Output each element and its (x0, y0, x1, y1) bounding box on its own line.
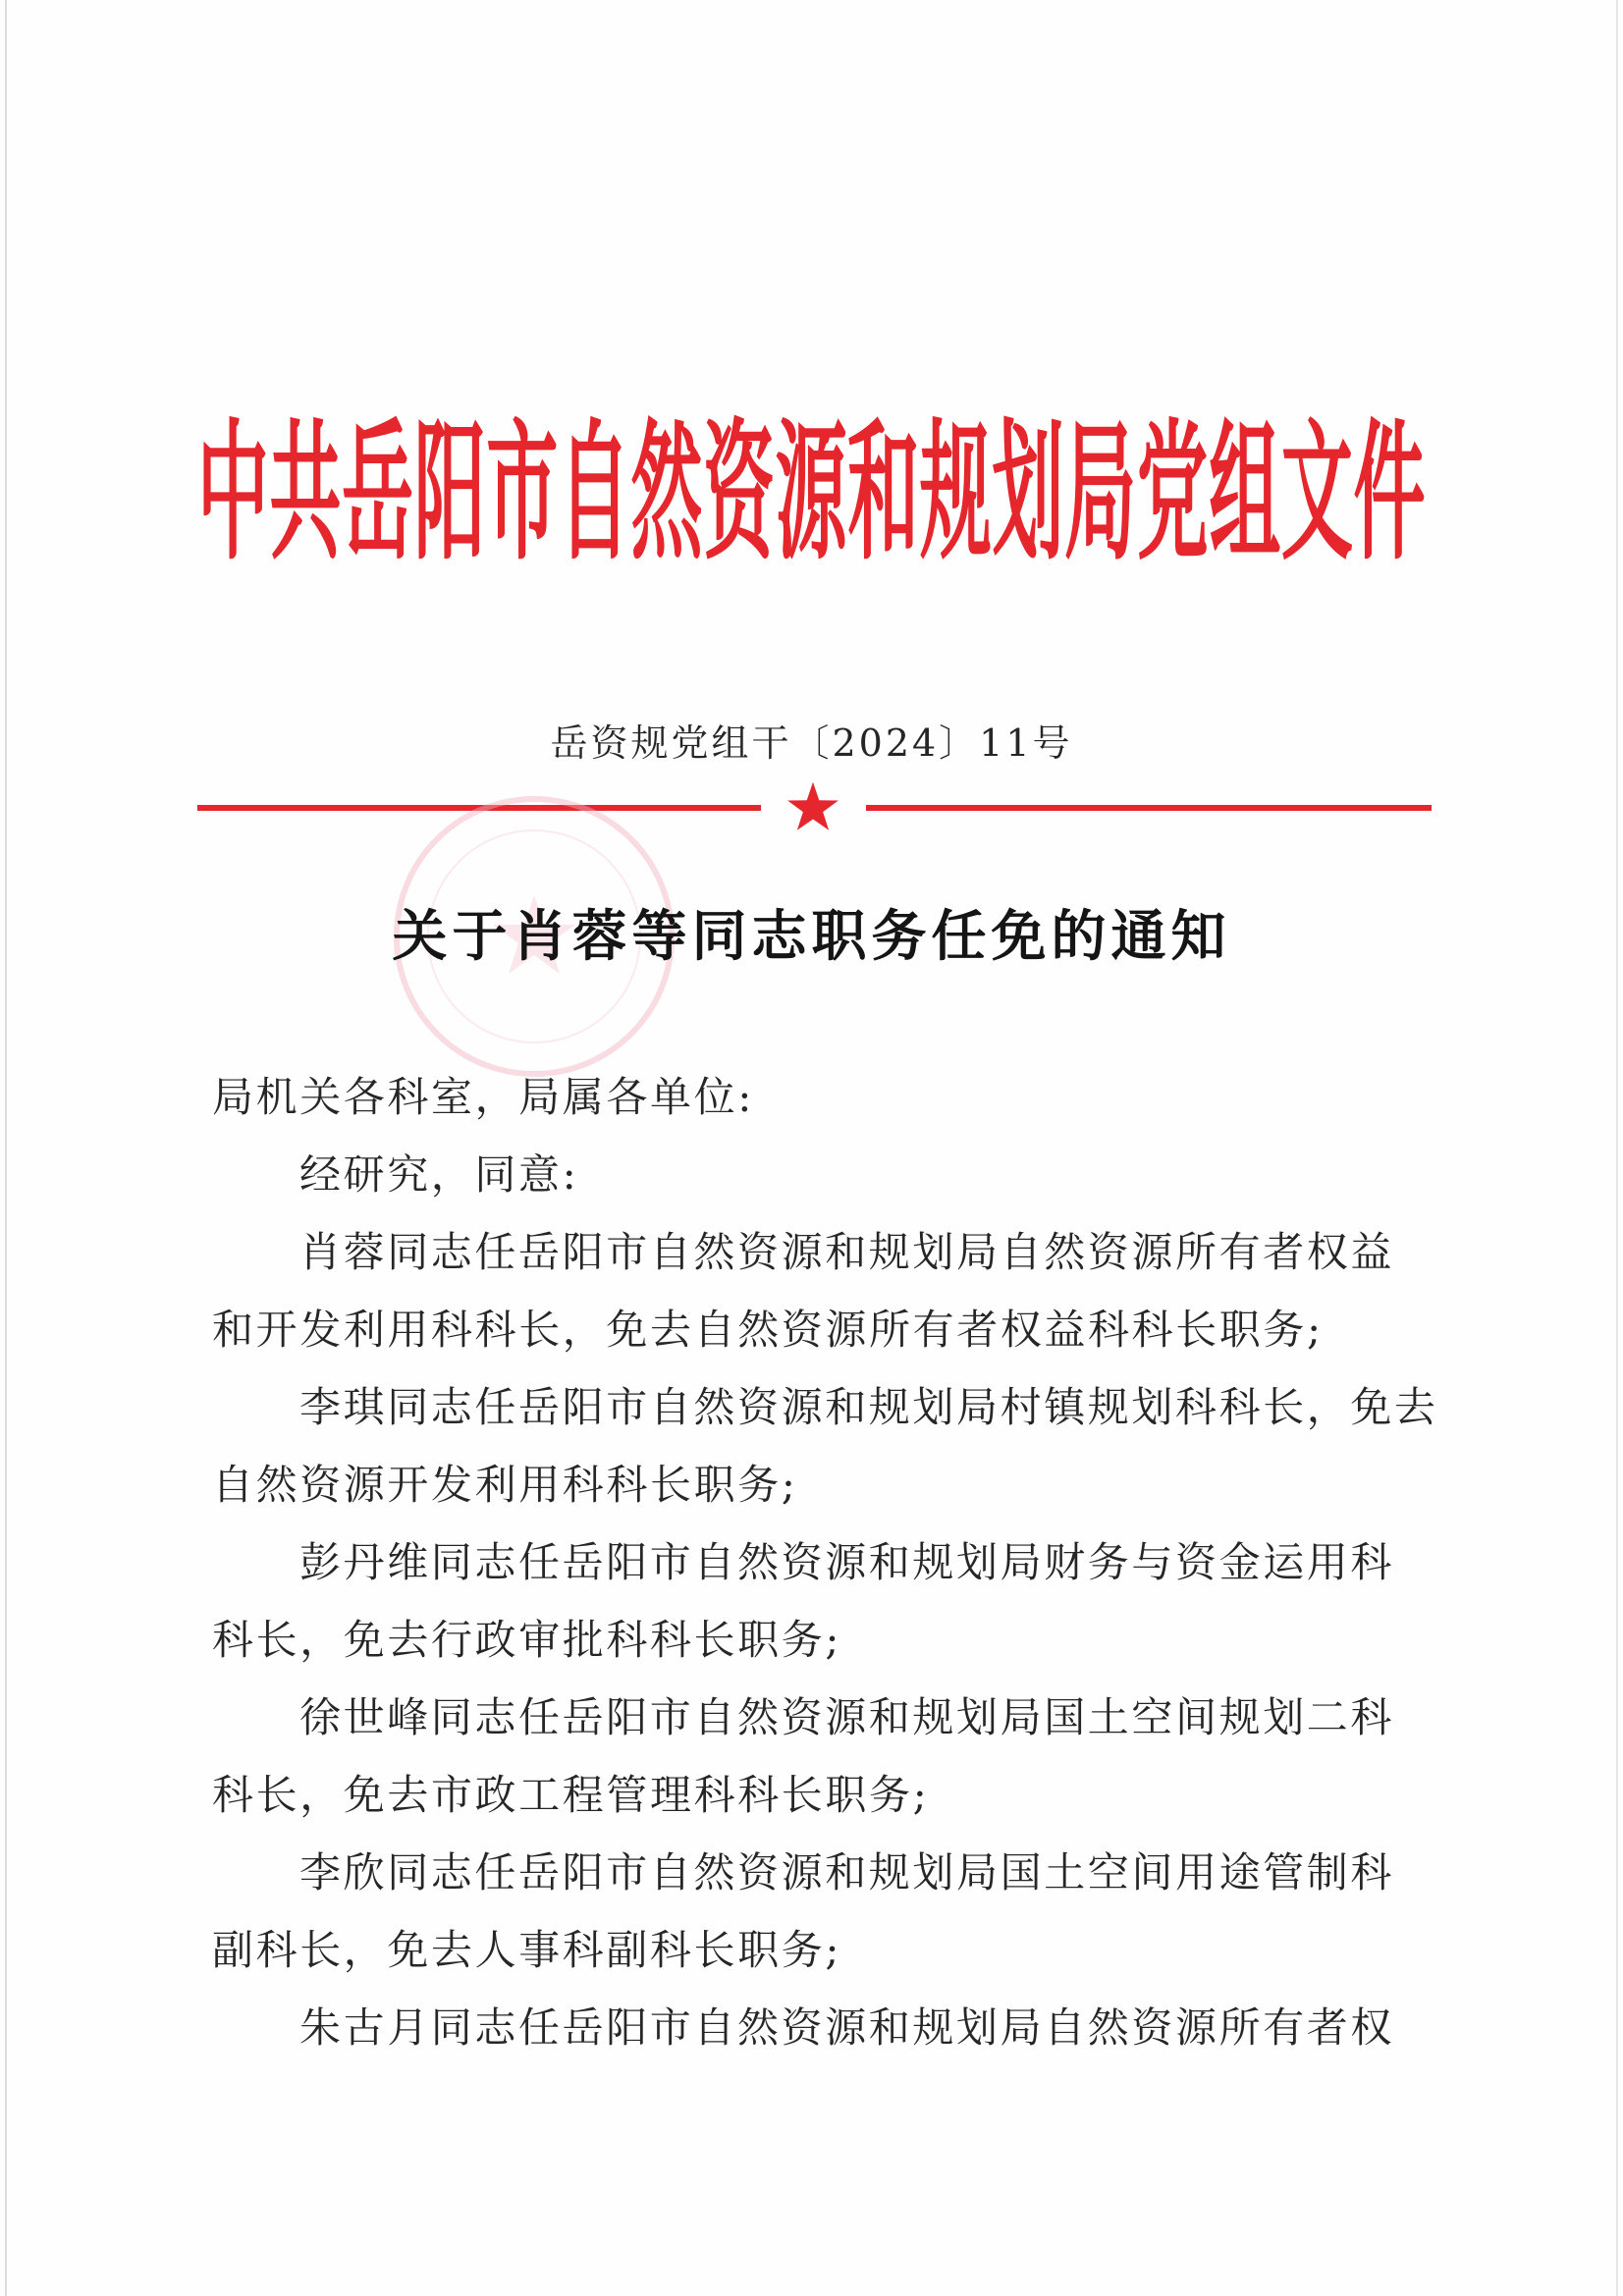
scan-edge-right (1616, 0, 1618, 2296)
notice-title: 关于肖蓉等同志职务任免的通知 (392, 904, 1231, 969)
paragraph-appointment-xu-shifeng (212, 1679, 1449, 1834)
document-number: 岳资规党组干〔2024〕11号 (550, 721, 1073, 765)
document-red-header: 中共岳阳市自然资源和规划局党组文件 (196, 404, 1427, 582)
scan-edge-left (5, 0, 7, 2296)
paragraph-appointment-li-qi (212, 1368, 1449, 1523)
paragraph-line: 李琪同志任岳阳市自然资源和规划局村镇规划科科长，免去 (299, 1383, 1438, 1431)
paragraph-line: 科长，免去行政审批科科长职务; (212, 1616, 842, 1664)
paragraph-line: 肖蓉同志任岳阳市自然资源和规划局自然资源所有者权益 (299, 1228, 1395, 1276)
paragraph-line: 科长，免去市政工程管理科科长职务; (212, 1771, 930, 1819)
paragraph-appointment-zhu-guyue (212, 1989, 1449, 2066)
paragraph-line: 彭丹维同志任岳阳市自然资源和规划局财务与资金运用科 (299, 1538, 1395, 1586)
paragraph-intro (212, 1136, 1449, 1213)
paragraph-line: 副科长，免去人事科副科长职务; (212, 1926, 842, 1974)
paragraph-line: 李欣同志任岳阳市自然资源和规划局国土空间用途管制科 (299, 1848, 1395, 1896)
paragraph-appointment-li-xin (212, 1834, 1449, 1989)
notice-body (212, 1058, 1449, 2066)
red-rule-right (866, 805, 1432, 811)
salutation: 局机关各科室，局属各单位: (212, 1073, 754, 1121)
paragraph-line: 朱古月同志任岳阳市自然资源和规划局自然资源所有者权 (299, 2003, 1395, 2052)
paragraph-line: 自然资源开发利用科科长职务; (212, 1461, 798, 1509)
paragraph-appointment-xiao-rong (212, 1213, 1449, 1368)
red-star-icon (785, 780, 840, 835)
paragraph-line: 和开发利用科科长，免去自然资源所有者权益科科长职务; (212, 1306, 1324, 1354)
paragraph-line: 徐世峰同志任岳阳市自然资源和规划局国土空间规划二科 (299, 1693, 1395, 1741)
paragraph-line: 经研究，同意: (299, 1150, 579, 1199)
paragraph-appointment-peng-danwei (212, 1523, 1449, 1679)
